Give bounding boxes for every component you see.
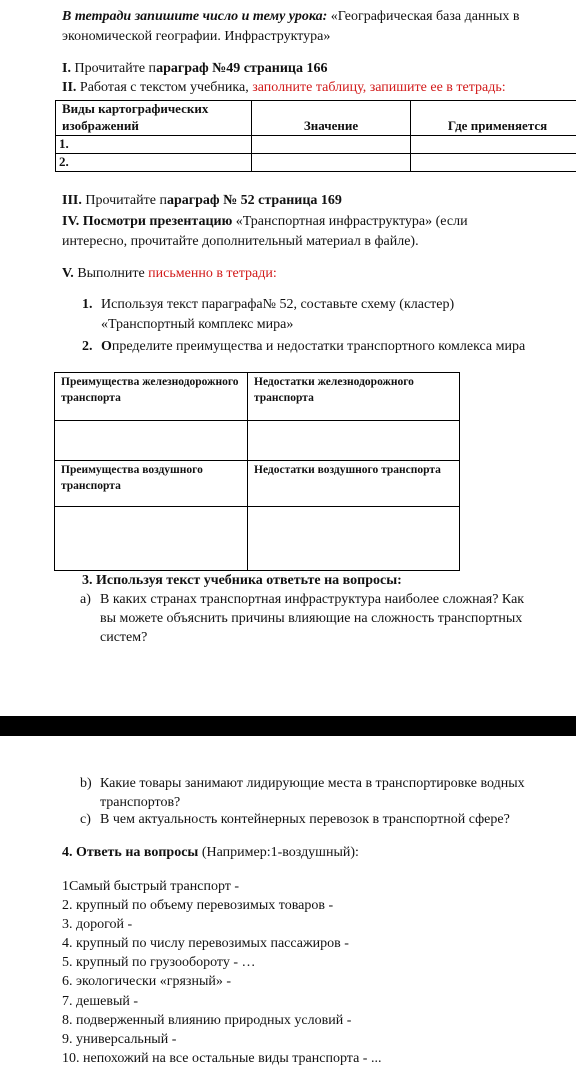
page-separator-bar bbox=[0, 716, 576, 736]
air-cons-cell[interactable] bbox=[248, 507, 460, 571]
section-2-red: заполните таблицу, запишите ее в тетрадь: bbox=[252, 80, 505, 95]
task-3c-line-1: В чем актуальность контейнерных перевозок в транспортной сфере? bbox=[100, 811, 510, 829]
air-pros-header: Преимущества воздушного транспорта bbox=[55, 461, 248, 507]
intro-rest: «Географическая база данных в bbox=[327, 9, 519, 24]
intro-line-2: экономической географии. Инфраструктура» bbox=[62, 28, 330, 46]
task-3b-label: b) bbox=[80, 775, 92, 793]
row-1-meaning-cell[interactable] bbox=[252, 135, 411, 153]
header-meaning: Значение bbox=[252, 101, 411, 136]
intro-bold: В тетради запишите число и тему урока: bbox=[62, 9, 327, 24]
list-item: 3. дорогой - bbox=[62, 915, 381, 934]
header-usage: Где применяется bbox=[411, 101, 576, 136]
section-5-red: письменно в тетради: bbox=[148, 266, 277, 281]
list-item: 4. крупный по числу перевозимых пассажиров - bbox=[62, 934, 381, 953]
section-3 bbox=[62, 192, 342, 210]
section-1-bold: араграф №49 страница 166 bbox=[156, 61, 327, 76]
section-4-line-2: интересно, прочитайте дополнительный материал в файле). bbox=[62, 233, 419, 251]
table-row bbox=[55, 421, 460, 461]
section-5 bbox=[62, 265, 277, 283]
section-1-text: Прочитайте п bbox=[71, 61, 156, 76]
table-row bbox=[55, 461, 460, 507]
list-item: 6. экологически «грязный» - bbox=[62, 972, 381, 991]
list-item: 10. непохожий на все остальные виды транспорта - ... bbox=[62, 1049, 381, 1068]
header-map-types: Виды картографических изображений bbox=[56, 101, 252, 136]
task-2-bold: О bbox=[101, 339, 112, 354]
section-4-text: «Транспортная инфраструктура» (если bbox=[232, 214, 467, 229]
task-3a-line-3: систем? bbox=[100, 629, 147, 647]
list-item: 9. универсальный - bbox=[62, 1030, 381, 1049]
task-1-num: 1. bbox=[82, 296, 93, 314]
row-2-usage-cell[interactable] bbox=[411, 153, 576, 171]
table-row bbox=[56, 153, 576, 171]
list-item: 1Самый быстрый транспорт - bbox=[62, 877, 381, 896]
section-3-num: III. bbox=[62, 193, 82, 208]
section-2 bbox=[62, 79, 506, 97]
task-2-line bbox=[101, 338, 525, 356]
section-5-text: Выполните bbox=[74, 266, 148, 281]
air-cons-header: Недостатки воздушного транспорта bbox=[248, 461, 460, 507]
task-3-title: 3. Используя текст учебника ответьте на вопросы: bbox=[82, 572, 402, 590]
task-3c-label: c) bbox=[80, 811, 91, 829]
list-item: 5. крупный по грузообороту - … bbox=[62, 953, 381, 972]
section-3-bold: араграф № 52 страница 169 bbox=[167, 193, 342, 208]
section-4-line-1 bbox=[62, 213, 468, 231]
task-1-line-1: Используя текст параграфа№ 52, составьте схему (кластер) bbox=[101, 296, 454, 314]
task-3a-line-2: вы можете объяснить причины влияющие на сложность транспортных bbox=[100, 610, 522, 628]
task-4-list bbox=[62, 877, 381, 1068]
section-1 bbox=[62, 60, 328, 78]
task-2-text: пределите преимущества и недостатки транспортного комлекса мира bbox=[112, 339, 525, 354]
task-3b-line-2: транспортов? bbox=[100, 794, 180, 812]
task-3a-label: a) bbox=[80, 591, 91, 609]
section-3-text: Прочитайте п bbox=[82, 193, 167, 208]
task-3b-line-1: Какие товары занимают лидирующие места в транспортировке водных bbox=[100, 775, 525, 793]
task-4-bold: 4. Ответь на вопросы bbox=[62, 845, 198, 860]
rail-cons-header: Недостатки железнодорожного транспорта bbox=[248, 373, 460, 421]
row-1-usage-cell[interactable] bbox=[411, 135, 576, 153]
rail-cons-cell[interactable] bbox=[248, 421, 460, 461]
section-4-bold: IV. Посмотри презентацию bbox=[62, 214, 232, 229]
section-5-bold: V. bbox=[62, 266, 74, 281]
task-4-title bbox=[62, 844, 359, 862]
rail-pros-header: Преимущества железнодорожного транспорта bbox=[55, 373, 248, 421]
section-2-text: Работая с текстом учебника, bbox=[76, 80, 252, 95]
list-item: 2. крупный по объему перевозимых товаров - bbox=[62, 896, 381, 915]
air-pros-cell[interactable] bbox=[55, 507, 248, 571]
row-1-label: 1. bbox=[56, 135, 252, 153]
task-3a-line-1: В каких странах транспортная инфраструктура наиболее сложная? Как bbox=[100, 591, 524, 609]
rail-pros-cell[interactable] bbox=[55, 421, 248, 461]
section-2-num: II. bbox=[62, 80, 76, 95]
list-item: 7. дешевый - bbox=[62, 992, 381, 1011]
row-2-meaning-cell[interactable] bbox=[252, 153, 411, 171]
transport-pros-cons-table bbox=[54, 372, 460, 571]
table-row bbox=[56, 135, 576, 153]
task-1-line-2: «Транспортный комплекс мира» bbox=[101, 316, 293, 334]
table-row bbox=[55, 507, 460, 571]
intro-line-1 bbox=[62, 8, 519, 26]
list-item: 8. подверженный влиянию природных условий - bbox=[62, 1011, 381, 1030]
task-4-text: (Например:1-воздушный): bbox=[198, 845, 359, 860]
section-1-num: I. bbox=[62, 61, 71, 76]
table-row bbox=[55, 373, 460, 421]
map-types-table bbox=[55, 100, 576, 172]
table-header-row bbox=[56, 101, 576, 136]
task-2-num: 2. bbox=[82, 338, 93, 356]
row-2-label: 2. bbox=[56, 153, 252, 171]
